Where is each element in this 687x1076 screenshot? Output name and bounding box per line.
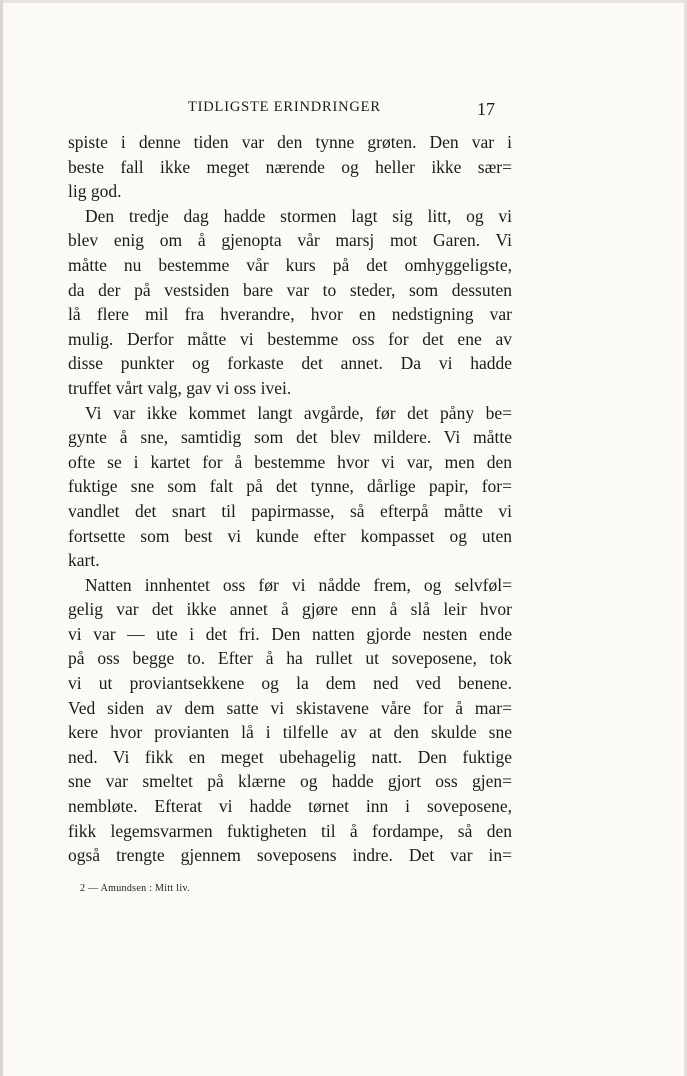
text-line: disse punkter og forkaste det annet. Da vi hadde — [68, 353, 512, 374]
text-line: lå flere mil fra hverandre, hvor en nedstigning var — [68, 304, 512, 325]
text-line: nembløte. Efterat vi hadde tørnet inn i soveposene, — [68, 796, 512, 817]
signature-line: 2 — Amundsen : Mitt liv. — [80, 883, 190, 894]
text-line: ofte se i kartet for å bestemme hvor vi var, men den — [68, 451, 512, 472]
text-line: Den tredje dag hadde stormen lagt sig litt, og vi — [85, 205, 512, 226]
page-edge-top — [0, 0, 687, 3]
text-line: fuktige sne som falt på det tynne, dårlige papir, for= — [68, 476, 512, 497]
text-line: beste fall ikke meget nærende og heller ikke sær= — [68, 156, 512, 177]
text-line: vi ut proviantsekkene og la dem ned ved benene. — [68, 673, 512, 694]
page-number: 17 — [477, 99, 495, 119]
text-line: på oss begge to. Efter å ha rullet ut soveposene, tok — [68, 648, 512, 669]
page-edge-left — [0, 0, 3, 1076]
text-line: kere hvor provianten lå i tilfelle av at den skulde sne — [68, 722, 512, 743]
text-line: gynte å sne, samtidig som det blev mildere. Vi måtte — [68, 427, 512, 448]
text-line: spiste i denne tiden var den tynne grøten. Den var i — [68, 132, 512, 152]
text-line: gelig var det ikke annet å gjøre enn å slå leir hvor — [68, 599, 512, 620]
text-line: lig god. — [68, 181, 122, 202]
text-line: sne var smeltet på klærne og hadde gjort oss gjen= — [68, 771, 512, 792]
text-line: vandlet det snart til papirmasse, så efterpå måtte vi — [68, 500, 512, 521]
text-line: måtte nu bestemme vår kurs på det omhyggeligste, — [68, 254, 512, 275]
body-text — [68, 130, 512, 868]
text-line: truffet vårt valg, gav vi oss ivei. — [68, 377, 292, 398]
text-line: Natten innhentet oss før vi nådde frem, og selvføl= — [85, 574, 512, 595]
text-line: fikk legemsvarmen fuktigheten til å fordampe, så den — [68, 820, 512, 841]
text-line: Ved siden av dem satte vi skistavene våre for å mar= — [68, 697, 512, 718]
running-title: TIDLIGSTE ERINDRINGER — [188, 99, 381, 115]
text-line: ned. Vi fikk en meget ubehagelig natt. Den fuktige — [68, 746, 512, 767]
text-line: også trengte gjennem soveposens indre. Det var in= — [68, 845, 512, 866]
text-line: mulig. Derfor måtte vi bestemme oss for det ene av — [68, 328, 512, 349]
page-header — [68, 97, 518, 123]
text-line: kart. — [68, 550, 100, 571]
text-line: Vi var ikke kommet langt avgårde, før det påny be= — [85, 402, 512, 423]
text-line: vi var — ute i det fri. Den natten gjorde nesten ende — [68, 623, 512, 644]
text-line: fortsette som best vi kunde efter kompasset og uten — [68, 525, 512, 546]
text-line: da der på vestsiden bare var to steder, som dessuten — [68, 279, 512, 300]
text-line: blev enig om å gjenopta vår marsj mot Garen. Vi — [68, 230, 512, 251]
